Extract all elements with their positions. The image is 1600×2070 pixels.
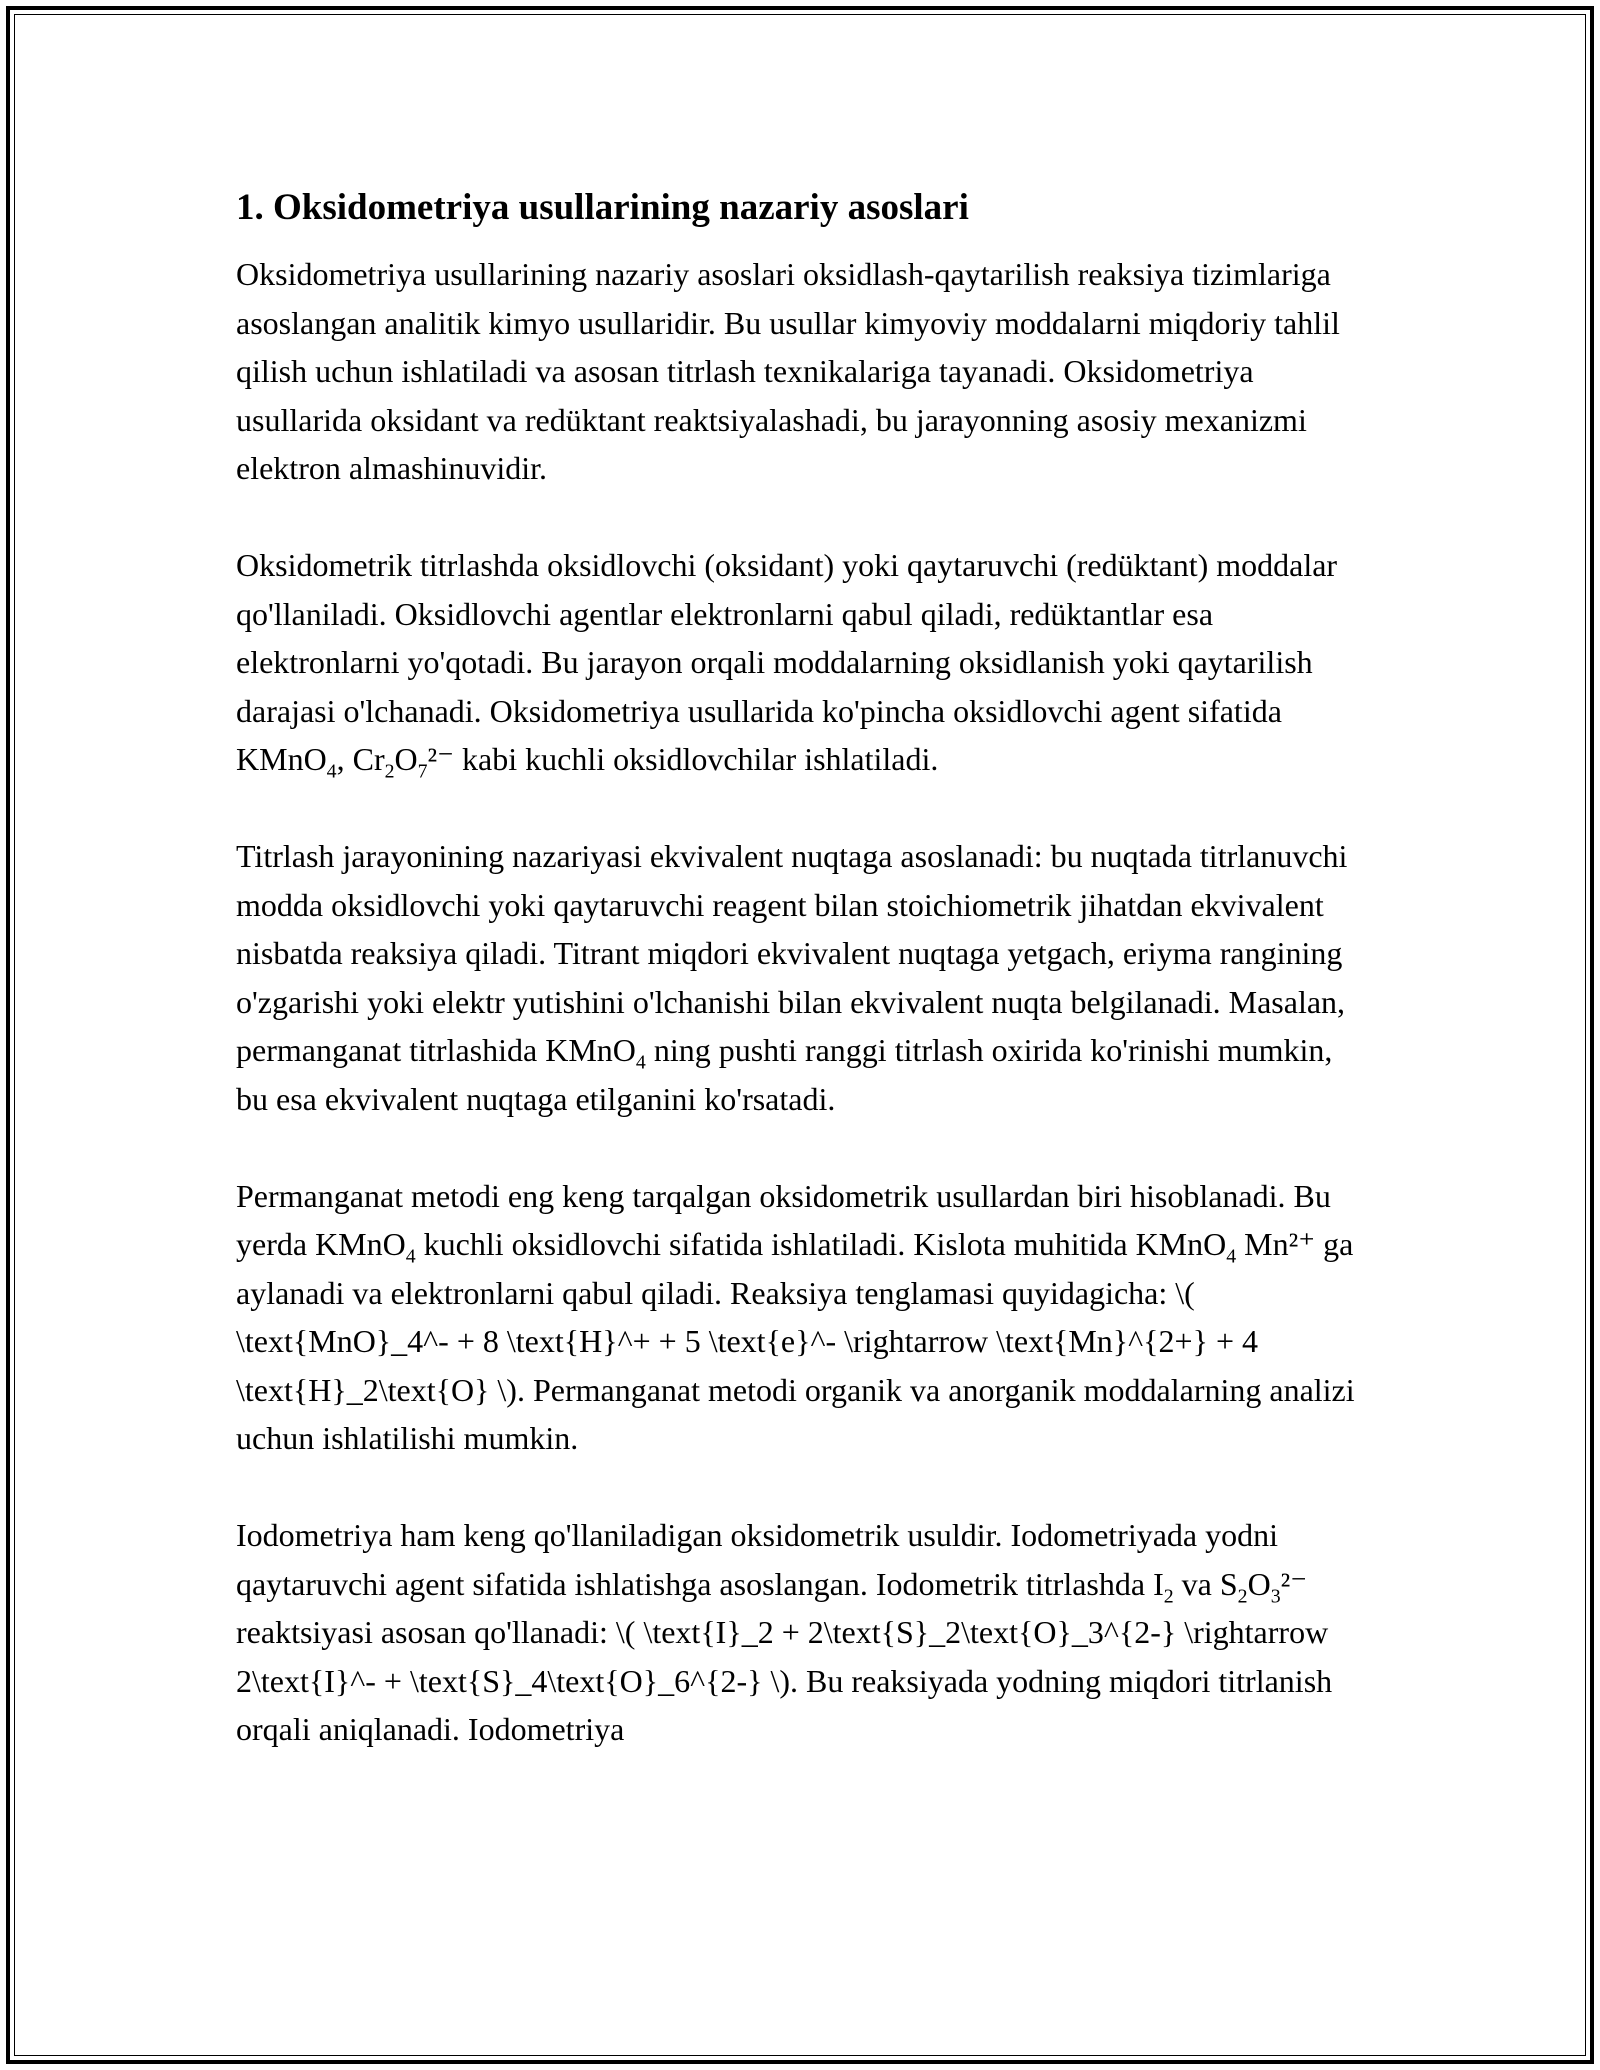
subscript: 2 <box>1163 1585 1174 1608</box>
paragraph-text: O <box>1247 1565 1271 1602</box>
document-body <box>236 186 1366 1802</box>
subscript: 7 <box>417 760 428 783</box>
paragraph-text: Oksidometrik titrlashda oksidlovchi (oksidant) yoki qaytaruvchi (redüktant) moddalar qo'llaniladi. Oksidlovchi agentlar elektronlarni qabul qiladi, redüktantlar esa elektronlarni yo'qotadi. Bu jarayon orqali moddalarning oksidlanish yoki qaytarilish darajasi o'lchanadi. Oksidometriya usullarida ko'pincha oksidlovchi agent sifatida KMnO <box>236 547 1338 778</box>
paragraph-text: Titrlash jarayonining nazariyasi ekvivalent nuqtaga asoslanadi: bu nuqtada titrlanuvchi modda oksidlovchi yoki qaytaruvchi reagent bilan stoichiometrik jihatdan ekvivalent nisbatda reaksiya qiladi. Titrant miqdori ekvivalent nuqtaga yetgach, eriyma rangining o'zgarishi yoki elektr yutishini o'lchanishi bilan ekvivalent nuqta belgilanadi. Masalan, permanganat titrlashida KMnO <box>236 838 1348 1069</box>
paragraph-text: va S <box>1173 1565 1238 1602</box>
paragraph-text: Mn²⁺ ga aylanadi va elektronlarni qabul qiladi. Reaksiya tenglamasi quyidagicha: \( \text{MnO}_4^- + 8 \text{H}^+ + 5 \text{e}^- \rightarrow \text{Mn}^{2+} + 4 \text{H}_2\text{O} \). Permanganat metodi organik va anorganik moddalarning analizi uchun ishlatilishi mumkin. <box>236 1226 1355 1457</box>
paragraph-text: Iodometriya ham keng qo'llaniladigan oksidometrik usuldir. Iodometriyada yodni qaytaruvchi agent sifatida ishlatishga asoslangan. Iodometrik titrlashda I <box>236 1517 1278 1602</box>
subscript: 3 <box>1270 1585 1281 1608</box>
paragraph-equivalence-point <box>236 832 1366 1123</box>
subscript: 4 <box>635 1051 646 1074</box>
paragraph-text: ning pushti ranggi titrlash oxirida ko'rinishi mumkin, bu esa ekvivalent nuqtaga etilganini ko'rsatadi. <box>236 1032 1333 1117</box>
paragraph-text: O <box>394 741 418 778</box>
subscript: 4 <box>1226 1245 1237 1268</box>
paragraph-text: ²⁻ kabi kuchli oksidlovchilar ishlatiladi. <box>427 741 939 778</box>
section-heading: 1. Oksidometriya usullarining nazariy asoslari <box>236 187 969 228</box>
paragraph-text: kuchli oksidlovchi sifatida ishlatiladi. Kislota muhitida KMnO <box>415 1226 1227 1263</box>
paragraph-intro: Oksidometriya usullarining nazariy asoslari oksidlash-qaytarilish reaksiya tizimlariga asoslangan analitik kimyo usullaridir. Bu usullar kimyoviy moddalarni miqdoriy tahlil qilish uchun ishlatiladi va asosan titrlash texnikalariga tayanadi. Oksidometriya usullarida oksidant va redüktant reaktsiyalashadi, bu jarayonning asosiy mexanizmi elektron almashinuvidir. <box>236 256 1340 487</box>
subscript: 4 <box>405 1245 416 1268</box>
paragraph-text: , Cr <box>336 741 385 778</box>
paragraph-oxidants <box>236 541 1366 784</box>
paragraph-text: ²⁻ reaktsiyasi asosan qo'llanadi: \( \text{I}_2 + 2\text{S}_2\text{O}_3^{2-} \rightarrow 2\text{I}^- + \text{S}_4\text{O}_6^{2-} \). Bu reaksiyada yodning miqdori titrlanish orqali aniqlanadi. Iodometriya <box>236 1565 1333 1748</box>
paragraph-permanganate <box>236 1172 1366 1463</box>
paragraph-iodometry <box>236 1511 1366 1754</box>
subscript: 2 <box>1237 1585 1248 1608</box>
subscript: 4 <box>326 760 337 783</box>
paragraph-text: Permanganat metodi eng keng tarqalgan oksidometrik usullardan biri hisoblanadi. Bu yerda KMnO <box>236 1177 1331 1263</box>
subscript: 2 <box>384 760 395 783</box>
